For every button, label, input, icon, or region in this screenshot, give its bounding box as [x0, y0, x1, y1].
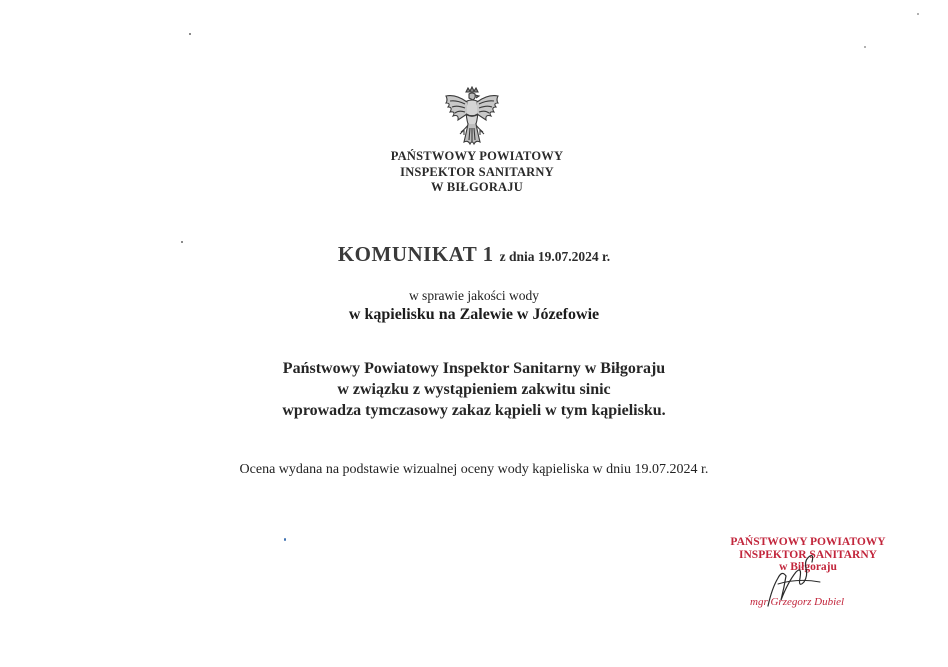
document-title	[0, 242, 948, 267]
subject-line-1: w sprawie jakości wody	[408, 288, 540, 303]
subject-line-2: w kąpielisku na Zalewie w Józefowie	[348, 306, 600, 323]
assessment-note: Ocena wydana na podstawie wizualnej oceny wody kąpieliska w dniu 19.07.2024 r.	[239, 462, 709, 477]
stamp-signatory: mgr Grzegorz Dubiel	[750, 596, 845, 608]
announcement-line-3: wprowadza tymczasowy zakaz kąpieli w tym kąpielisku.	[282, 402, 666, 419]
scan-speck	[284, 538, 286, 541]
scan-speck	[181, 241, 183, 243]
announcement-line-1: Państwowy Powiatowy Inspektor Sanitarny w Biłgoraju	[282, 360, 666, 377]
title-date: z dnia 19.07.2024 r.	[499, 249, 611, 264]
announcement-text	[0, 358, 948, 421]
issuer-line-2: INSPEKTOR SANITARNY	[400, 164, 554, 179]
issuer-header	[372, 149, 582, 196]
official-stamp	[722, 536, 894, 616]
title-main: KOMUNIKAT 1	[337, 242, 494, 266]
issuer-line-1: PAŃSTWOWY POWIATOWY	[390, 149, 564, 163]
announcement-line-2: w związku z wystąpieniem zakwitu sinic	[337, 381, 611, 398]
issuer-line-3: W BIŁGORAJU	[431, 180, 523, 194]
stamp-line-2: INSPEKTOR SANITARNY	[739, 548, 877, 561]
stamp-line-3: w Biłgoraju	[779, 561, 837, 573]
scan-speck	[864, 46, 866, 48]
white-eagle-emblem-icon	[442, 86, 502, 152]
scan-speck	[917, 13, 919, 15]
scan-speck	[189, 33, 191, 35]
stamp-line-1: PAŃSTWOWY POWIATOWY	[730, 536, 886, 548]
